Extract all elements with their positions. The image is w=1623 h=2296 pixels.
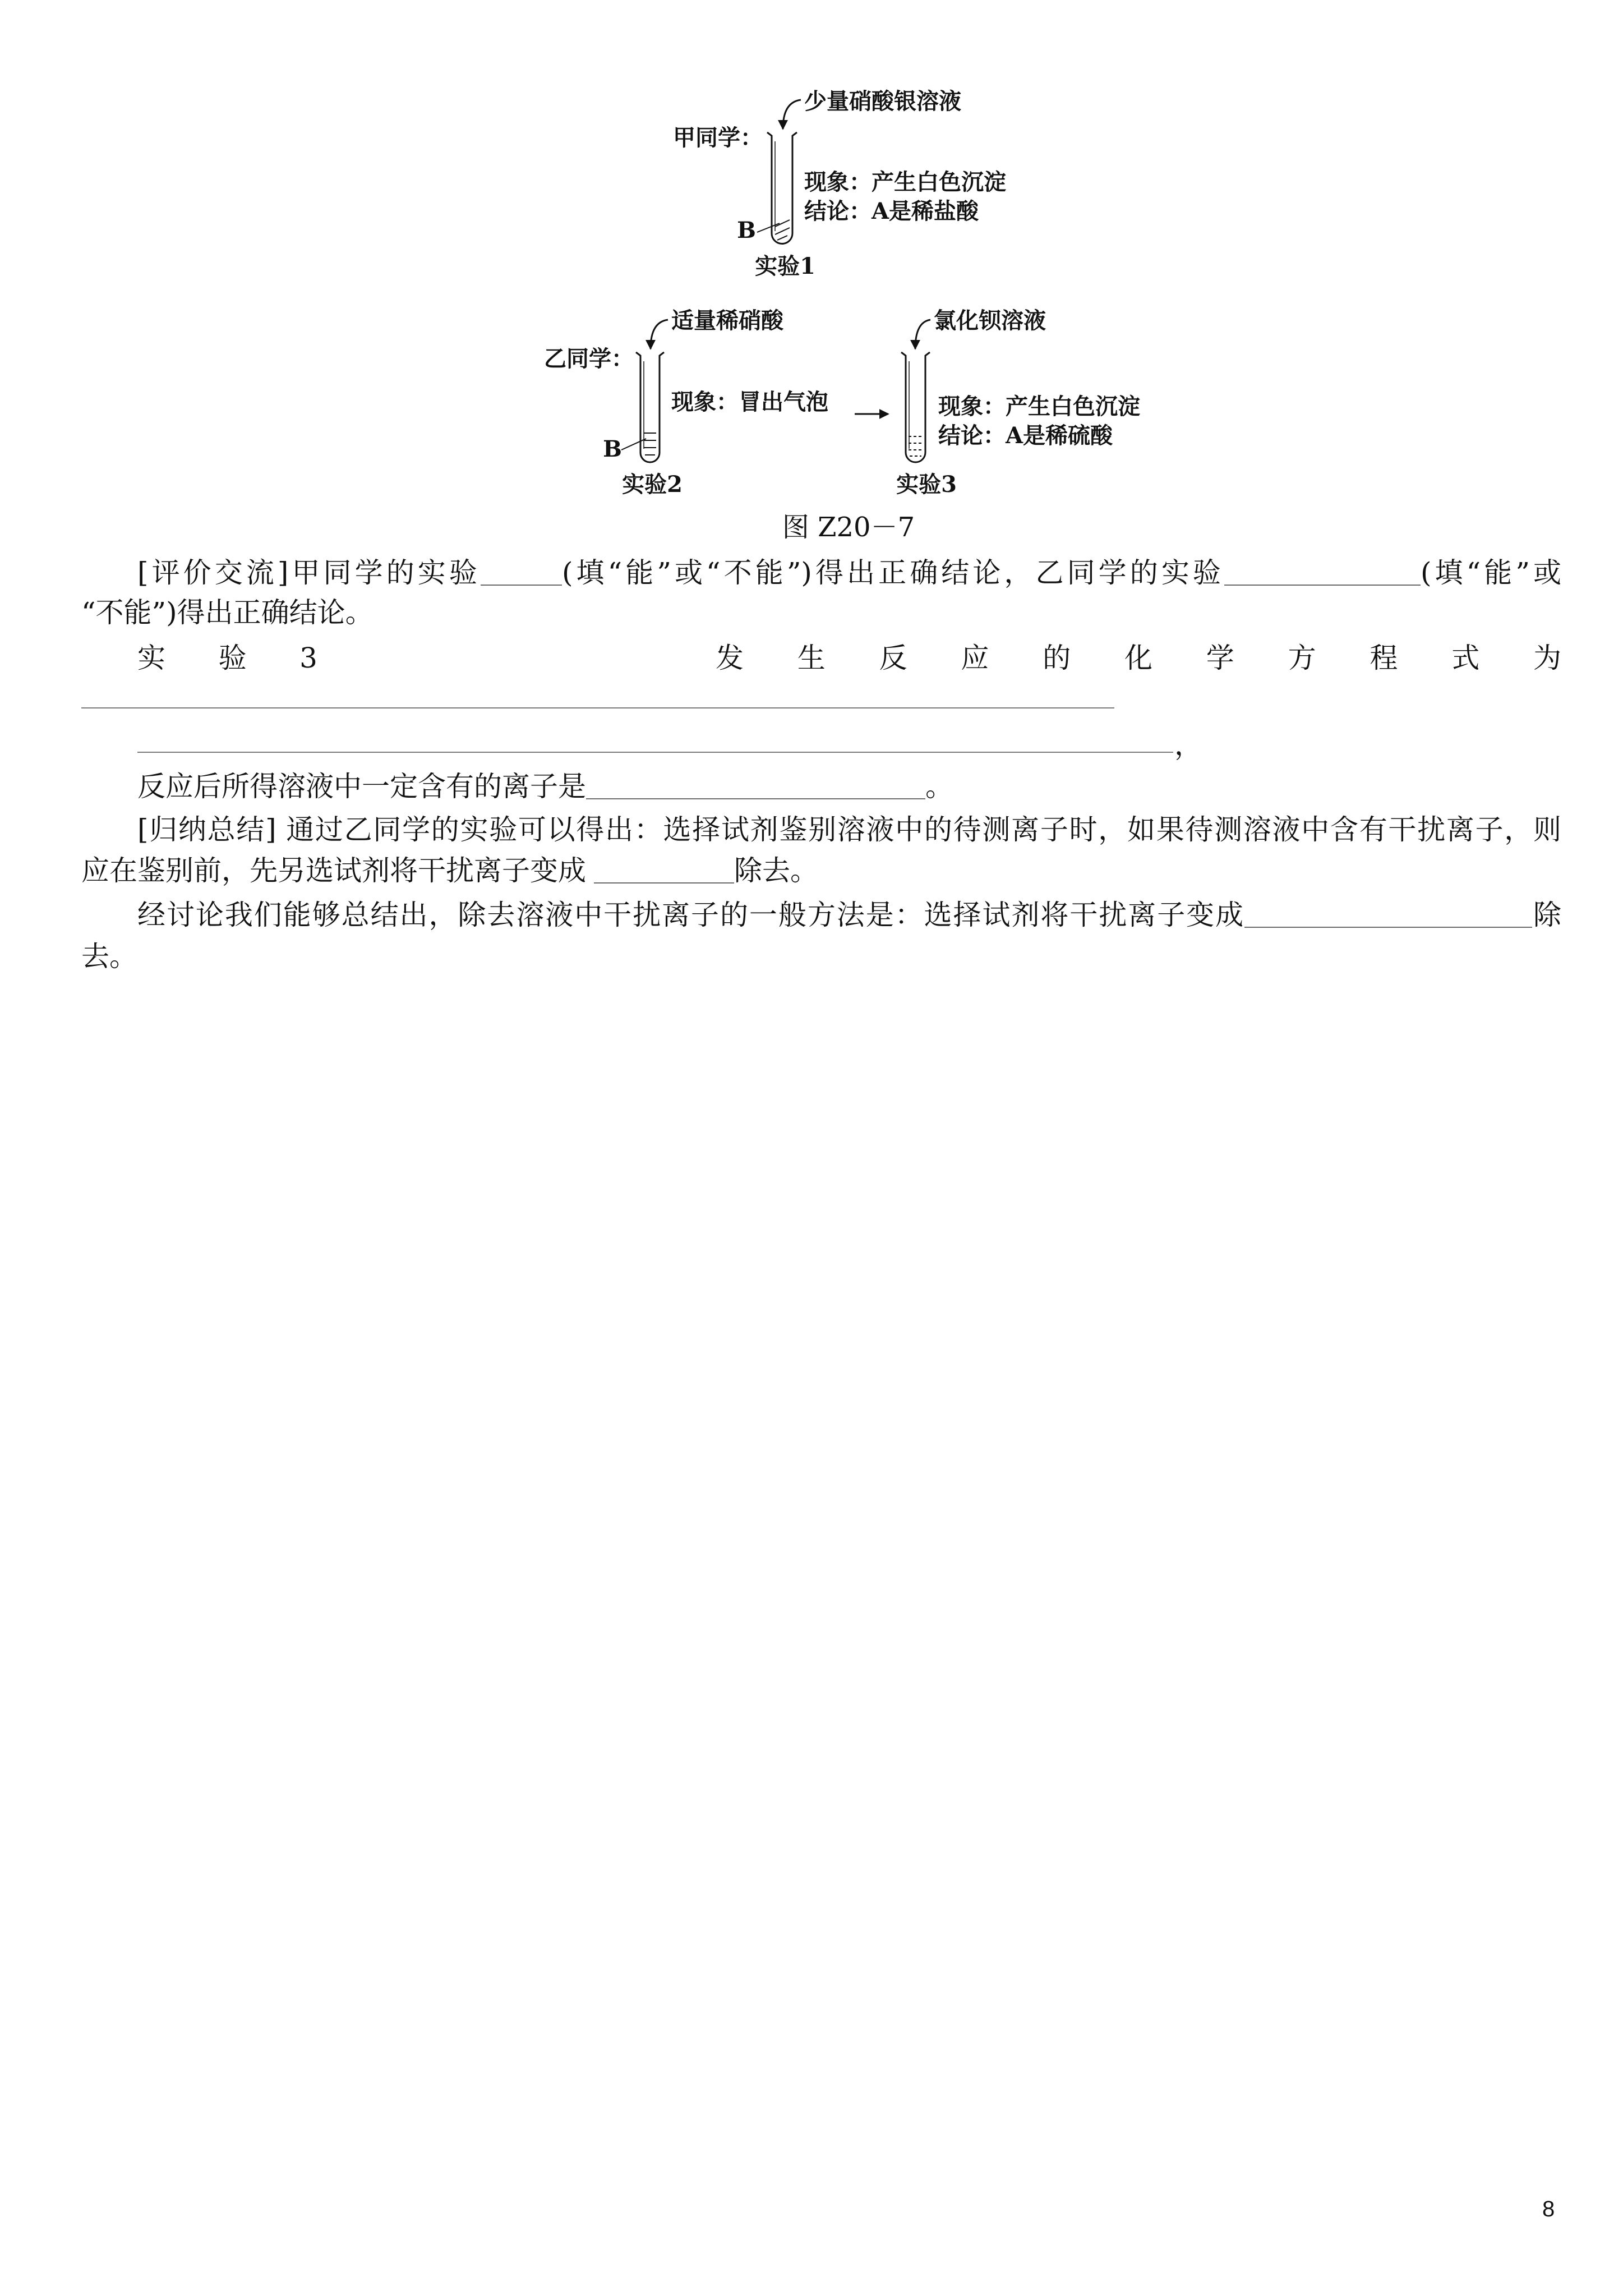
evaluation-text-1a: [评价交流]甲同学的实验 <box>137 556 481 589</box>
exp2-reagent-arrow <box>651 320 668 349</box>
evaluation-text-1b: (填“能”或“不能”)得出正确结论，乙同学的实验 <box>561 556 1224 589</box>
exp1-phenomenon: 现象：产生白色沉淀 <box>804 169 1006 195</box>
exp2-reagent-label: 适量稀硝酸 <box>671 307 783 334</box>
exp3-reagent-label: 氯化钡溶液 <box>934 307 1046 334</box>
exp1-reagent-label: 少量硝酸银溶液 <box>804 88 961 114</box>
evaluation-line-2: “不能”)得出正确结论。 <box>81 596 374 629</box>
summary-text-2b: 除去。 <box>734 854 818 887</box>
answer-blank-student-a <box>481 562 562 586</box>
exp2-sample-pointer <box>621 439 646 450</box>
exp3-phenomenon: 现象：产生白色沉淀 <box>938 393 1140 420</box>
exp2-label: 实验2 <box>622 471 683 498</box>
exp3-conclusion: 结论：A是稀硫酸 <box>938 422 1113 449</box>
test-tube-2 <box>636 352 664 462</box>
experiment-figure <box>0 0 1623 550</box>
equation-answer-line-1 <box>81 691 1114 708</box>
exp3-reagent-arrow <box>915 320 930 349</box>
equation-prompt-start: 实验3 <box>137 642 317 674</box>
tube-1-liquid <box>775 220 790 240</box>
equation-end-comma: ， <box>1174 729 1202 761</box>
ions-prompt: 反应后所得溶液中一定含有的离子是 <box>137 770 586 803</box>
answer-blank-student-b <box>1224 562 1421 586</box>
exp1-student-label: 甲同学： <box>673 125 763 151</box>
answer-blank-ions <box>586 776 925 799</box>
ions-line <box>137 766 1561 807</box>
equation-prompt-end: 发生反应的化学方程式为 <box>716 642 1561 674</box>
exp1-sample-label: B <box>737 217 756 243</box>
answer-blank-convert <box>594 860 734 884</box>
test-tube-1 <box>767 132 797 244</box>
exp1-label: 实验1 <box>755 253 815 279</box>
tube-2-liquid <box>644 433 656 455</box>
exp1-conclusion: 结论：A是稀盐酸 <box>804 198 979 224</box>
summary-text-3a: 经讨论我们能够总结出，除去溶液中干扰离子的一般方法是：选择试剂将干扰离子变成 <box>137 899 1245 931</box>
summary-line-3 <box>137 895 1561 935</box>
summary-text-3b: 除 <box>1532 899 1561 931</box>
summary-line-4: 去。 <box>81 940 137 973</box>
ions-end: 。 <box>925 770 953 803</box>
equation-answer-line-2 <box>137 735 1173 753</box>
summary-text-2a: 应在鉴别前，先另选试剂将干扰离子变成 <box>81 854 586 887</box>
summary-line-2 <box>81 850 1539 891</box>
test-tube-3 <box>901 352 930 462</box>
exp1-reagent-arrow <box>783 100 801 129</box>
evaluation-text-1c: (填“能”或 <box>1420 556 1561 589</box>
evaluation-line-1 <box>137 553 1561 593</box>
answer-blank-general-method <box>1244 904 1532 928</box>
exp3-label: 实验3 <box>896 471 957 498</box>
exp1-sample-pointer <box>757 223 780 232</box>
figure-caption: 图 Z20－7 <box>782 512 915 543</box>
exp2-sample-label: B <box>603 436 622 462</box>
exp2-student-label: 乙同学： <box>544 346 634 372</box>
page-number: 8 <box>1542 2197 1555 2221</box>
summary-line-1: [归纳总结] 通过乙同学的实验可以得出：选择试剂鉴别溶液中的待测离子时，如果待测溶液中含有干扰离子，则 <box>137 813 1561 846</box>
tube-3-precipitate <box>909 436 923 456</box>
exp2-phenomenon: 现象：冒出气泡 <box>671 389 828 415</box>
